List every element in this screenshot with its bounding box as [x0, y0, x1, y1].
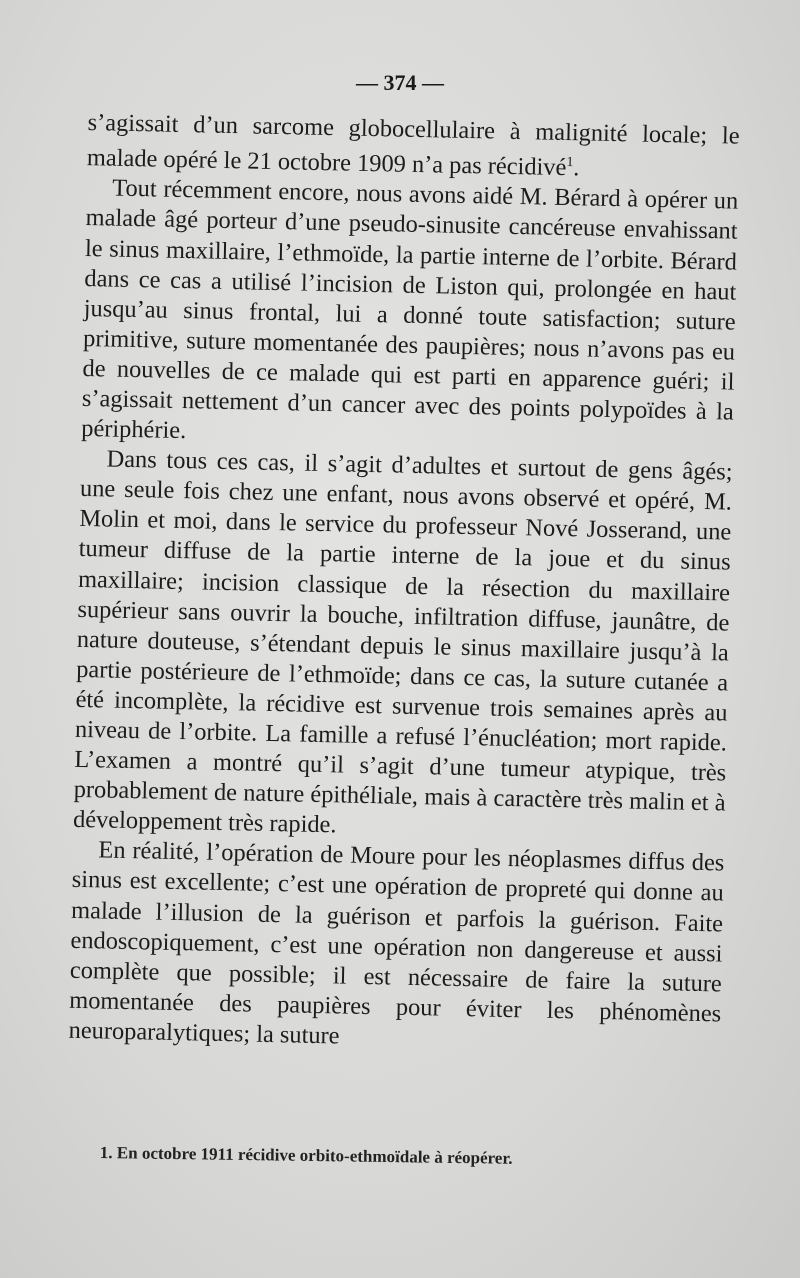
paragraph-1-text: s’agissait d’un sarcome globocellulaire à malignité locale; le malade opéré le 21 octobre 1909 n’a pas récidivé: [86, 108, 740, 182]
paragraph-1: s’agissait d’un sarcome globocellulaire à malignité locale; le malade opéré le 21 octobre 1909 n’a pas récidivé$^1$.: [86, 108, 740, 182]
body-text: [68, 108, 740, 1059]
paragraph-2: Tout récemment encore, nous avons aidé M. Bérard à opérer un malade âgé porteur d’une pseudo-sinusite cancéreuse envahissant le sinus maxillaire, l’ethmoïde, la partie interne de l’orbite. Bérard dans ce cas a utilisé l’incision de Liston qui, prolongée en haut jusqu’au sinus frontal, lui a donné toute satisfaction; suture primitive, suture momentanée des paupières; nous n’avons pas eu de nouvelles de ce malade qui est parti en apparence guéri; il s’agissait nettement d’un cancer avec des points polypoïdes à la périphérie.: [81, 174, 739, 445]
paragraph-4: En réalité, l’opération de Moure pour les néoplasmes diffus des sinus est excellente; c’est une opération de propreté qui donne au malade l’illusion de la guérison et parfois la guérison. Faite endoscopiquement, c’est une opération non dangereuse et aussi complète que possible; il est nécessaire de faire la suture momentanée des paupières pour éviter les phénomènes neuroparalytiques; la suture: [68, 836, 725, 1050]
page-number: — 374 —: [356, 70, 444, 95]
footnote-marker: 1: [566, 155, 574, 171]
footnote: 1. En octobre 1911 récidive orbito-ethmoïdale à réopérer.: [99, 1143, 513, 1168]
paragraph-3: Dans tous ces cas, il s’agit d’adultes et surtout de gens âgés; une seule fois chez une enfant, nous avons observé et opéré, M. Molin et moi, dans le service du professeur Nové Josserand, une tumeur diffuse de la partie interne de la joue et du sinus maxillaire; incision classique de la résection du maxillaire supérieur sans ouvrir la bouche, infiltration diffuse, jaunâtre, de nature douteuse, s’étendant depuis le sinus maxillaire jusqu’à la partie postérieure de l’ethmoïde; dans ce cas, la suture cutanée a été incomplète, la récidive est survenue trois semaines après au niveau de l’orbite. La famille a refusé l’énucléation; mort rapide. L’examen a montré qu’il s’agit d’une tumeur atypique, très probablement de nature épithéliale, mais à caractère très malin et à développement très rapide.: [72, 445, 733, 839]
